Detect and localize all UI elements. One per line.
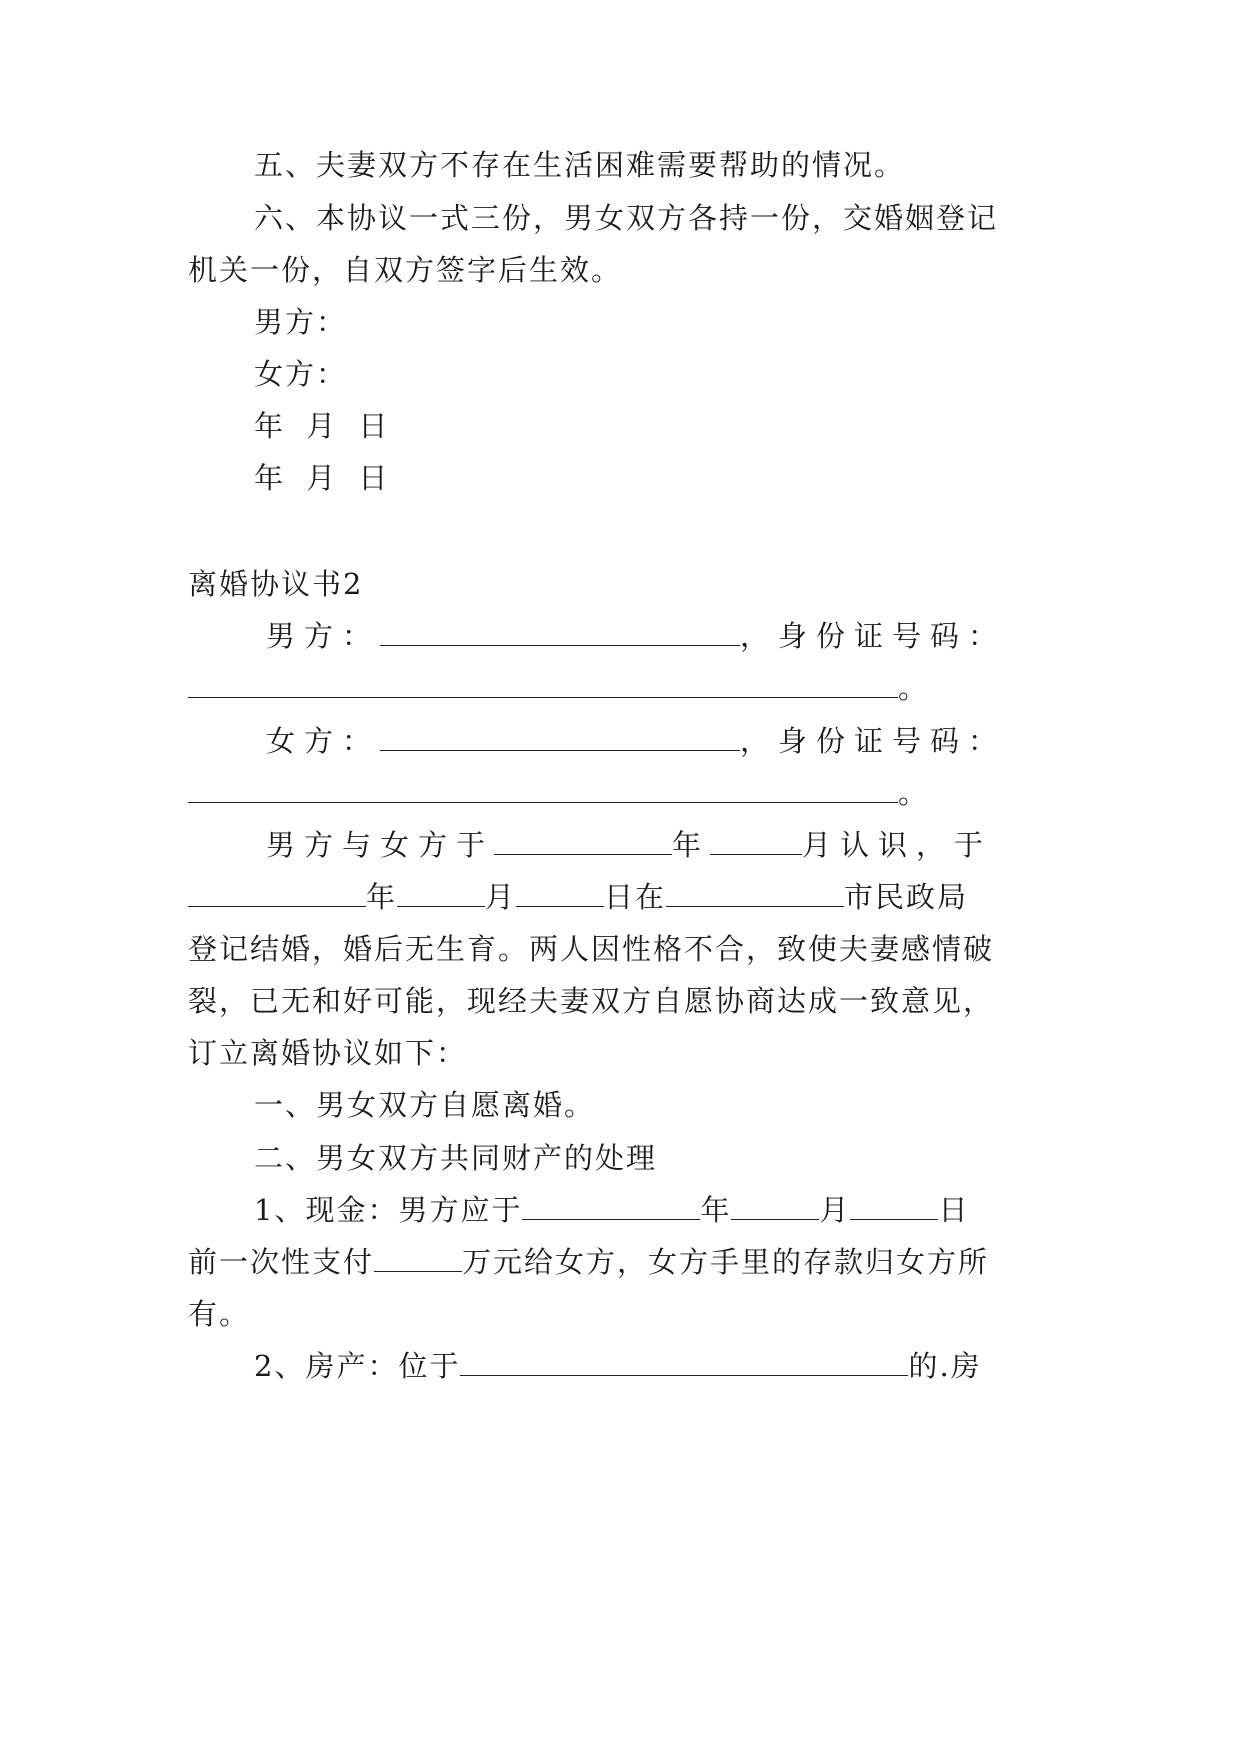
month-blank — [397, 880, 485, 907]
amount-blank — [374, 1245, 462, 1272]
year-blank — [494, 828, 672, 855]
clause-five: 五、夫妻双方不存在生活困难需要帮助的情况。 — [254, 148, 906, 182]
year-blank — [188, 880, 366, 907]
cash-clause-line1: 1、现金：男方应于 年 月 日 — [254, 1193, 970, 1227]
date-line-2: 年 月 日 — [254, 461, 390, 495]
female-id-blank — [188, 776, 898, 803]
body-text-line3: 订立离婚协议如下： — [188, 1036, 468, 1070]
female-label: 女方： — [266, 724, 381, 758]
city-blank — [666, 880, 844, 907]
male-id-blank — [188, 671, 898, 698]
signature-male: 男方： — [254, 305, 348, 339]
marriage-date-line: 年 月 日在 市民政局 — [188, 877, 1058, 917]
day-blank — [850, 1193, 938, 1220]
male-label: 男方： — [266, 619, 381, 653]
clause-six-line2: 机关一份，自双方签字后生效。 — [188, 253, 623, 287]
month-blank — [731, 1193, 819, 1220]
male-id-label: ，身份证号码： — [740, 619, 1007, 653]
male-name-blank — [380, 619, 740, 646]
date-line-1: 年 月 日 — [254, 409, 390, 443]
clause-two: 二、男女双方共同财产的处理 — [254, 1141, 658, 1175]
female-id-line — [188, 721, 1136, 761]
property-clause-line1: 2、房产：位于 的.房 — [254, 1349, 982, 1383]
male-id-line — [188, 616, 1136, 656]
clause-six-line1: 六、本协议一式三份，男女双方各持一份，交婚姻登记 — [254, 201, 999, 235]
address-blank — [460, 1349, 908, 1376]
day-blank — [516, 880, 604, 907]
cash-clause-line3: 有。 — [188, 1297, 251, 1331]
body-text-line1: 登记结婚，婚后无生育。两人因性格不合，致使夫妻感情破 — [188, 932, 995, 966]
female-name-blank — [380, 724, 740, 751]
male-id-number-line: 。 — [188, 668, 1058, 708]
signature-female: 女方： — [254, 357, 348, 391]
year-blank — [522, 1193, 700, 1220]
cash-clause-line2: 前一次性支付 万元给女方，女方手里的存款归女方所 — [188, 1245, 990, 1279]
clause-one: 一、男女双方自愿离婚。 — [254, 1088, 596, 1122]
body-text-line2: 裂，已无和好可能，现经夫妻双方自愿协商达成一致意见， — [188, 984, 995, 1018]
acquaintance-line: 男方与女方于 年 月认识，于 — [266, 828, 993, 862]
female-id-label: ，身份证号码： — [740, 724, 1007, 758]
female-id-number-line: 。 — [188, 773, 1058, 813]
month-blank — [710, 828, 802, 855]
document-title: 离婚协议书2 — [188, 567, 364, 601]
